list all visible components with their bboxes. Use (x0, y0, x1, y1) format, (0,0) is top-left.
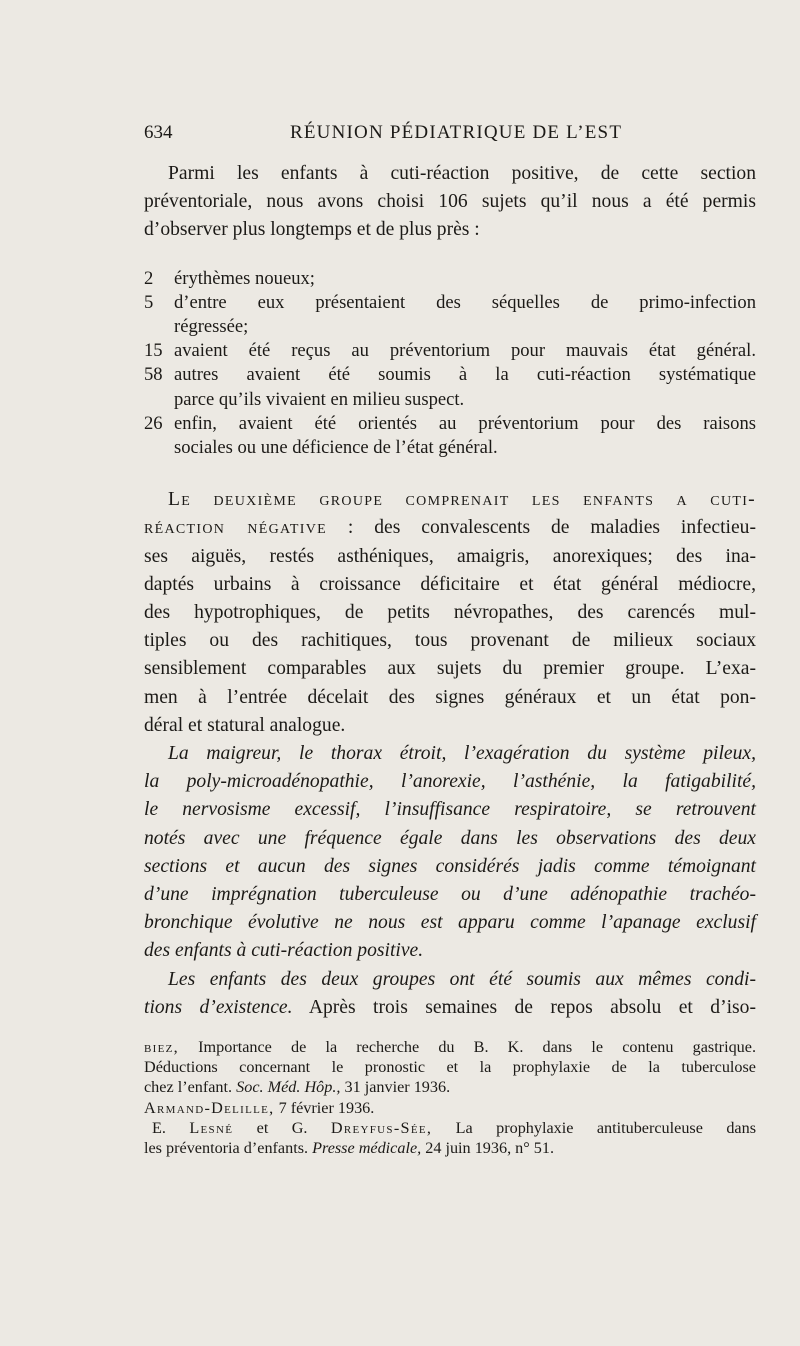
text-line: le nervosisme excessif, l’insuffisance respiratoire, se retrouvent (144, 799, 756, 821)
text-line: men à l’entrée décelait des signes généraux et un état pon- (144, 686, 756, 708)
author-name: Lesné (189, 1118, 234, 1137)
list-item (144, 412, 756, 460)
closing-paragraph (144, 966, 756, 1022)
footnote-line (144, 1118, 756, 1138)
line-text: 31 janvier 1936. (340, 1078, 451, 1097)
footnote-line: Déductions concernant le pronostic et la prophylaxie de la tuberculose (144, 1058, 756, 1077)
footnote-line (144, 1138, 756, 1158)
text-line: tiples ou des rachitiques, tous provenant de milieux sociaux (144, 630, 756, 652)
list-number: 2 (144, 267, 154, 289)
text-line: enfin, avaient été orientés au préventorium pour des raisons (174, 412, 756, 434)
page-number: 634 (144, 122, 173, 143)
line-text: : des convalescents de maladies infectieu- (327, 517, 756, 539)
text-line (144, 514, 756, 542)
line-text: Importance de la recherche du B. K. dans le contenu gastrique. (179, 1038, 756, 1056)
journal-title: Soc. Méd. Hôp., (236, 1078, 341, 1097)
author-name: Armand-Delille, (144, 1098, 275, 1117)
text-line: daptés urbains à croissance déficitaire et état général médiocre, (144, 573, 756, 595)
line-text: E. (152, 1118, 190, 1137)
text-line: notés avec une fréquence égale dans les observations des deux (144, 827, 756, 849)
list-item (144, 267, 756, 291)
text-line: La maigreur, le thorax étroit, l’exagération du système pileux, (168, 743, 756, 765)
list-number: 5 (144, 291, 154, 313)
author-name: Dreyfus-Sée, (330, 1118, 433, 1137)
author-name: biez, (144, 1038, 179, 1056)
text-line: d’entre eux présentaient des séquelles de primo-infection (174, 291, 756, 313)
main-text (144, 160, 756, 1022)
text-line: sociales ou une déficience de l’état général. (174, 437, 498, 459)
line-text: 24 juin 1936, n° 51. (421, 1139, 555, 1158)
text-line: Les enfants des deux groupes ont été soumis aux mêmes condi- (168, 968, 756, 990)
italic-span: tions d’existence. (144, 996, 293, 1018)
case-list (144, 267, 756, 461)
list-number: 58 (144, 364, 163, 386)
text-line: sensiblement comparables aux sujets du premier groupe. L’exa- (144, 658, 756, 680)
list-item (144, 339, 756, 363)
line-text: 7 février 1936. (274, 1098, 375, 1117)
journal-title: Presse médicale, (312, 1139, 422, 1158)
footnote-line (144, 1037, 756, 1057)
running-title: RÉUNION PÉDIATRIQUE DE L’EST (290, 122, 623, 143)
text-line: préventoriale, nous avons choisi 106 sujets qu’il nous a été permis (144, 191, 756, 213)
footnote-line (144, 1077, 756, 1097)
text-line: ses aiguës, restés asthéniques, amaigris, anorexiques; des ina- (144, 545, 756, 567)
line-text: les préventoria d’enfants. (144, 1139, 313, 1158)
section-lead: réaction négative (144, 517, 327, 539)
italic-paragraph (144, 740, 756, 966)
text-line: régressée; (174, 316, 249, 338)
text-line: sections et aucun des signes considérés jadis comme témoignant (144, 855, 756, 877)
text-line: des enfants à cuti-réaction positive. (144, 940, 424, 962)
line-text: La prophylaxie antituberculeuse dans (432, 1118, 756, 1137)
list-number: 15 (144, 340, 163, 362)
text-line: érythèmes noueux; (174, 267, 315, 289)
footnote-line (144, 1098, 756, 1118)
text-line (144, 486, 756, 514)
intro-paragraph (144, 160, 756, 245)
text-line: bronchique évolutive ne nous est apparu comme l’apanage exclusif (144, 912, 756, 934)
line-text: chez l’enfant. (144, 1078, 237, 1097)
text-line: déral et statural analogue. (144, 714, 346, 736)
list-number: 26 (144, 412, 163, 434)
text-line: avaient été reçus au préventorium pour mauvais état général. (174, 340, 756, 362)
second-group-paragraph (144, 486, 756, 740)
line-text: Après trois semaines de repos absolu et d’iso- (292, 996, 756, 1018)
text-line: d’observer plus longtemps et de plus près : (144, 219, 480, 241)
text-line: la poly-microadénopathie, l’anorexie, l’asthénie, la fatigabilité, (144, 771, 756, 793)
line-text: et G. (233, 1118, 331, 1137)
list-item (144, 291, 756, 339)
text-line: des hypotrophiques, de petits névropathes, des carencés mul- (144, 602, 756, 624)
list-item (144, 363, 756, 411)
text-line: d’une imprégnation tuberculeuse ou d’une adénopathie trachéo- (144, 884, 756, 906)
text-line: parce qu’ils vivaient en milieu suspect. (174, 388, 465, 410)
text-line: Parmi les enfants à cuti-réaction positive, de cette section (168, 163, 756, 184)
text-line: autres avaient été soumis à la cuti-réaction systématique (174, 364, 756, 386)
section-lead: Le deuxième groupe comprenait les enfants a cuti- (168, 489, 756, 511)
text-line (144, 994, 756, 1022)
footnotes (144, 1037, 756, 1158)
